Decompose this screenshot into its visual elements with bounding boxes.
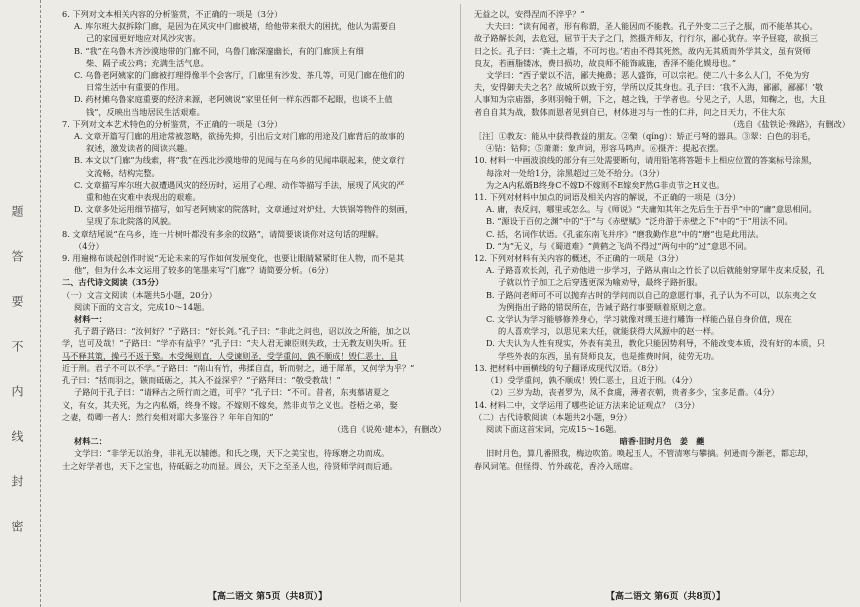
passage-text: 文学曰：“非学无以治身，非礼无以辅德。和氏之璞，天下之美宝也，待琢磨之功而成。 [74, 448, 390, 459]
question-13: 13. 把材料中画横线的句子翻译成现代汉语。（8分） [474, 362, 663, 373]
passage-text: 良友，若画脂镂冰，费日损功，故良师不能饰戚施，香泽不能化嫫母也。” [474, 57, 737, 68]
instruction-text: 阅读下面这首宋词，完成15～16题。 [486, 423, 622, 434]
passage-text: 人事知为宗庙器，多则羽翰于朝，下之，越之钱，于学者也。兮见之子，人思，知鞠之，也，大且 [474, 94, 827, 105]
binding-mark: 答 [10, 250, 24, 262]
option-text: A. 文章开篇写门廊的用途常被忽略，欲扬先抑，引出后文对门廊的用途及门廊背后的故事的 [74, 131, 405, 142]
source-note: （选自《盐铁论·殊路》，有删改） [728, 118, 850, 129]
binding-margin [0, 0, 41, 607]
question-text: （2）三岁为劫，丧者罗为，凤不食虞，薄者衣朝，贵者多少，宝多足嗇。（4分） [486, 387, 779, 398]
poem-text: 旧时月色，算几番照我，梅边吹笛。唤起玉人，不管清寒与攀摘。何逊而今渐老，都忘却， [486, 448, 814, 459]
option-text: D. 药材摊乌鲁家庭重要的经济来源，老阿姨说“家里任何一样东西都不起眼，也谈不上值 [74, 94, 393, 105]
subsection-heading: （二）古代诗歌阅读（本题共2小题，9分） [474, 411, 632, 422]
question-text: （1）受学重问，孰不顺成！毁仁恶士，且近于刑。（4分） [486, 375, 698, 386]
passage-text: 者自自其为战，数体而恩者见到自已，材体进习与一性的仁并，问之日天力，不住大东 [474, 106, 786, 117]
option-text: D. 大夫认为人性有现实，外表有美丑，教化只能因势利导，不能改变本质，没有好的本质，只 [486, 338, 825, 349]
source-note: （选自《说苑·建本》，有删改） [332, 423, 446, 434]
option-text: 子就以竹子加工之后穿透更深为喻劝导，最终子路折服。 [498, 277, 703, 288]
question-10: 10. 材料一中画波浪线的部分有三处需要断句，请用铅笔将答题卡上相应位置的答案标号涂黑， [474, 155, 818, 166]
question-14: 14. 材料二中，文学运用了哪些论证方法来论证观点？（3分） [474, 399, 700, 410]
question-text: 他”，但为什么本文运用了较多的笔墨来写“门廊”？请简要分析。（6分） [74, 265, 334, 276]
option-text: 为例指出子路的错误所在，告诫子路行事要顺着原则之意。 [498, 301, 711, 312]
option-text: 柴、隔子或公鸡；充满生活气息。 [86, 57, 209, 68]
binding-mark: 题 [10, 205, 24, 217]
question-text: 每涂对一处给1分，涂黑超过三处不给分。（3分） [486, 167, 665, 178]
annotation-note: ［注］①教友：能从中获得教益的朋友。②檠（qíng）：矫正弓弩的器具。③翠：白色的羽毛， [474, 131, 816, 142]
question-8: 8. 文章结尾说“在乌乡，连一片树叶都没有多余的纹路”，请简要谈谈你对这句话的理解。 [62, 228, 384, 239]
option-text: D. “为”无义，与《蜀道难》“黄鹤之飞尚不得过”两句中的“过”意思不同。 [486, 240, 752, 251]
question-7: 7. 下列对文本艺术特色的分析鉴赏，不正确的一项是（3分） [62, 118, 283, 129]
option-text: D. 文章多处运用细节描写，如写老阿姨家的院落时，文章通过对炉灶、大铁锅等物件的刻画， [74, 204, 413, 215]
binding-mark: 内 [10, 385, 24, 397]
left-column [62, 8, 446, 472]
passage-text: 士之好学者也，天下之宝也，待砥砺之功而显。周公，天下之至圣人也，待贤师学问而后通。 [62, 460, 398, 471]
option-text: C. 括，名词作状语。《孔雀东南飞并序》“磨我勤作息”中的“磨”也是此用法。 [486, 228, 764, 239]
passage-text: 近于刑。君子不可以不学。”子路曰：“南山有竹，弗揉自直，斩而射之，通于犀革，又何学为乎？” [62, 362, 415, 373]
poem-title: 暗香·旧时月色 姜 夔 [619, 436, 705, 447]
option-text: 叙述，激发读者的阅读兴趣。 [86, 143, 193, 154]
sentence-break-line: 为之A内私婿B终身C不嫁D不嫁则不E嫁矣F然G非贞节之H义也。 [486, 179, 725, 190]
passage-text: 之妻，荀卿一者人：然行矣相对耶大多鉴谷 ？年年自知的” [62, 411, 274, 422]
option-text: 钱”，反映出当地居民生活艰难。 [86, 106, 205, 117]
passage-text: 马不释其策，操弓不返于檠。木受绳则直，人受谏则圣，受学重问，孰不顺成！毁仁恶士，且 [62, 350, 398, 361]
option-text: C. 乌鲁老阿姨家的门廊被打理得像半个会客厅，门廊里有沙发、茶几等，可见门廊在他们的 [74, 70, 405, 81]
option-text: B. 子路问老师可不可以抛弃古时的学问而以自己的意愿行事，孔子认为不可以，以东夷之女 [486, 289, 817, 300]
option-text: A. 子路喜欢长剑，孔子劝他进一步学习，子路从南山之竹长了以后就能射穿犀牛皮来反驳，孔 [486, 265, 825, 276]
binding-mark: 线 [10, 430, 24, 442]
score-note: （4分） [74, 240, 104, 251]
option-text: 文流畅，结构完整。 [86, 167, 160, 178]
right-column [474, 8, 850, 472]
passage-text: 大夫曰：“读有闻者，形有称谓，圣人能因而不能教。孔子外变二三子之服，而不能革其心。 [486, 21, 818, 32]
passage-text: 义，有女，其夫死，为之内私婿，终身不嫁。不嫁则不嫁矣，然非贞节之义也。苍梧之弟，娶 [62, 399, 398, 410]
material-heading: 材料一： [74, 314, 107, 325]
passage-text: 文学曰：“西子蒙以不洁，鄙夫掩鼻；恶人盛饰，可以宗祀。使二八十多么人门，不免为穷 [486, 70, 810, 81]
page-footer-right: 【高二语文 第6页（共8页）】 [606, 592, 726, 602]
passage-text: 夫，安得御夫夫之名？故城所以致于穷，学所以反其身也。孔子曰：‘我不入海，鄙鄙，鄙鄙！’敬 [474, 82, 824, 93]
question-9: 9. 用遍棉布谈起创作时说“无论未来的写作如何发展变化，也要让眼睛紧紧盯住人物，而不是其 [62, 253, 405, 264]
page-footer-left: 【高二语文 第5页（共8页）】 [208, 592, 328, 602]
question-6: 6. 下列对文本相关内容的分析鉴赏，不正确的一项是（3分） [62, 9, 283, 19]
option-text: 重和他在灾难中表现出的艰难。 [86, 192, 201, 203]
passage-text: 学，岂可及哉！”子路曰：“学亦有益乎？”孔子曰：“夫人君无谏臣则失政，士无教友则失听。狂 [62, 338, 407, 349]
binding-mark: 密 [10, 520, 24, 532]
binding-mark: 要 [10, 295, 24, 307]
option-text: 己的家园更好地应对风沙灾害。 [86, 33, 201, 44]
passage-text: 无益之以，安得涅而不淬乎？” [474, 9, 585, 19]
poem-text: 春风词笔。但怪得、竹外疏花，香冷入瑶席。 [474, 460, 638, 471]
annotation-note: ④钻：钻仰；⑤萧萧：象声词，形容马鸣声。⑥摄齐：提起衣摆。 [486, 143, 724, 154]
option-text: A. 库尔班大叔拆除门廊，是因为在风灾中门廊被堵，给他带来很大的困扰，他认为需要自 [74, 21, 397, 32]
option-text: 的人喜欢学习，以思见来大任，就能获得大风源中的赵一样。 [498, 326, 720, 337]
option-text: B. “我”在乌鲁木齐沙漠地带的门廊不同，乌鲁门廊深邃幽长，有的门廊顶上有细 [74, 45, 364, 56]
subsection-heading: （一）文言文阅读（本题共5小题，20分） [62, 289, 217, 300]
option-text: A. 庸，表反问，哪里或怎么。与《师说》“夫庸知其年之先后生于吾乎”中的“庸”意思相同。 [486, 204, 817, 215]
passage-text: 故子路解长剑，去危冠，屈节于夫子之门，然摄齐师友，行行尔，鄙心犹存。宰予昼寝，欲损三 [474, 33, 818, 44]
passage-text: 日之长。孔子曰：‘粪土之墙，不可圬也。’若由不得其死然，故内无其质而外学其文，虽有贤师 [474, 45, 811, 56]
question-12: 12. 下列对材料有关内容的概述，不正确的一项是（3分） [474, 253, 684, 264]
passage-text: 孔子谓子路曰：“汝何好？”子路曰：“好长剑。”孔子曰：“非此之问也，诏以汝之所能，加之以 [74, 326, 411, 337]
column-divider [460, 4, 461, 602]
option-text: 日常生活中有重要的作用。 [86, 82, 185, 93]
option-text: 学些外表的东西，虽有贤师良友，也是推费时间，徒劳无功。 [498, 350, 720, 361]
passage-text: 子路问于孔子曰：“请释古之所行而之道，可乎？”孔子曰：“不可。昔者，东夷慕诸夏之 [74, 387, 390, 398]
section-heading: 二、古代诗文阅读（35分） [62, 277, 164, 288]
binding-mark: 封 [10, 475, 24, 487]
material-heading: 材料二： [74, 436, 107, 447]
option-text: C. 文学认为学习能够修养身心，学习就像对璞玉进行雕饰一样能凸显自身价值，现在 [486, 314, 792, 325]
question-11: 11. 下列对材料中加点的词语及相关内容的解说，不正确的一项是（3分） [474, 192, 741, 203]
binding-mark: 不 [10, 340, 24, 352]
instruction-text: 阅读下面的文言文，完成10～14题。 [74, 301, 210, 312]
passage-text: 孔子曰：“括而羽之，镞而砥砺之，其入不益深乎？”子路拜曰：“敬受教哉！” [62, 375, 341, 386]
option-text: C. 文章描写库尔班大叔遭遇风灾的经历时，运用了心理、动作等描写手法，展现了风灾的严 [74, 179, 405, 190]
option-text: B. 本文以“门廊”为线索，将“我”在西北沙漠地带的见闻与在乌乡的见闻串联起来，使文章行 [74, 155, 405, 166]
option-text: B. “源设于百仞之渊”中的“于”与《赤壁赋》“泛舟游于赤壁之下”中的“于”用法不同。 [486, 216, 793, 227]
option-text: 呈现了东北院落的风貌。 [86, 216, 177, 227]
